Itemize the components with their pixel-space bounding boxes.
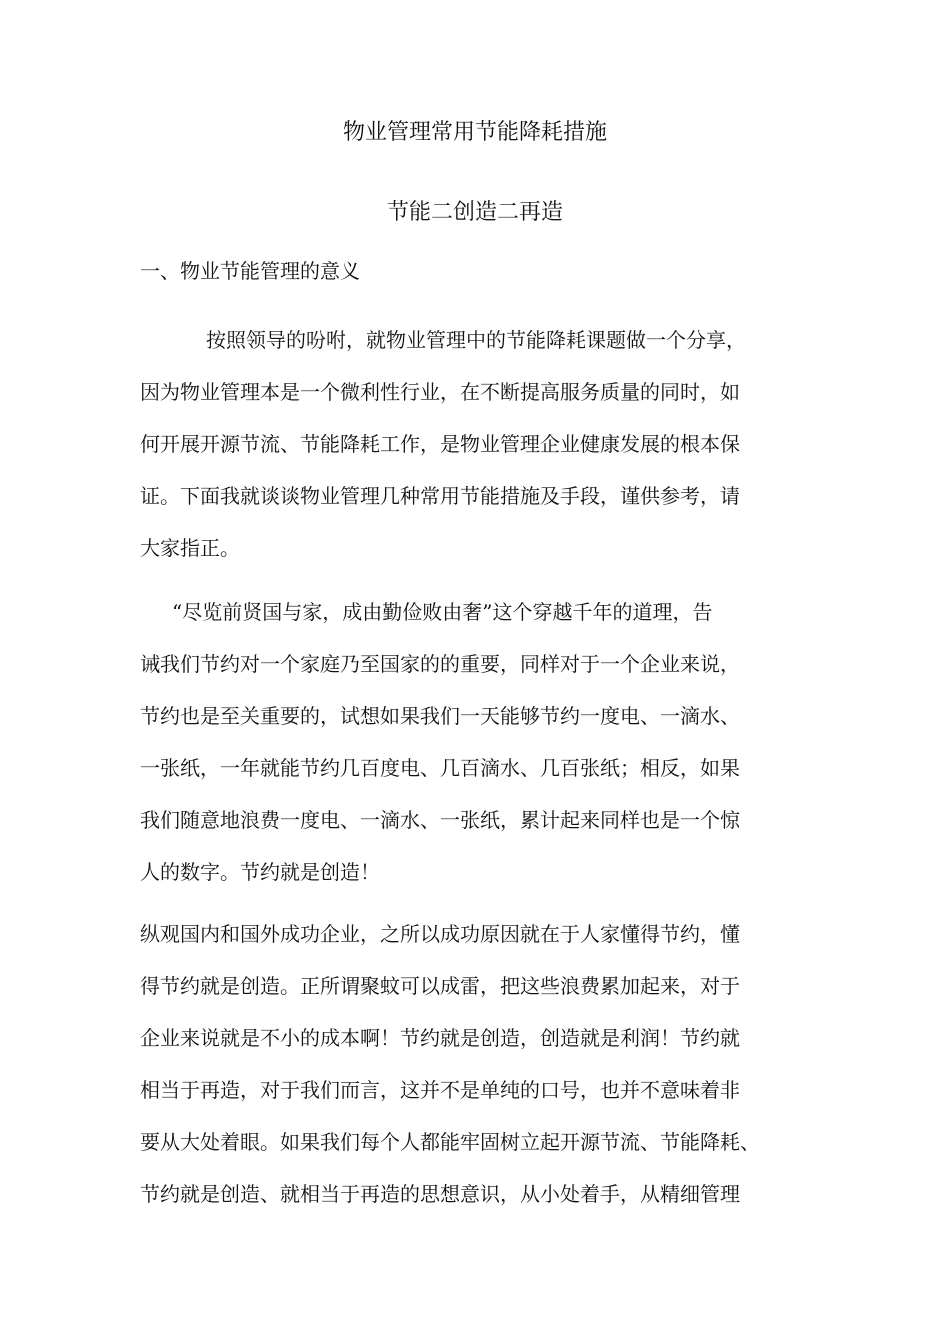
paragraph-1 (140, 314, 830, 574)
paragraph-line: 我们随意地浪费一度电、一滴水、一张纸，累计起来同样也是一个惊 (140, 808, 740, 832)
paragraph-line: 要从大处着眼。如果我们每个人都能牢固树立起开源节流、节能降耗、 (140, 1130, 760, 1154)
paragraph-line: 因为物业管理本是一个微利性行业，在不断提高服务质量的同时，如 (140, 380, 740, 404)
paragraph-2 (140, 586, 830, 898)
paragraph-line: 证。下面我就谈谈物业管理几种常用节能措施及手段，谨供参考，请 (140, 484, 740, 508)
document-title: 物业管理常用节能降耗措施 (342, 120, 607, 145)
paragraph-line: 人的数字。节约就是创造！ (140, 860, 380, 884)
section-heading: 一、物业节能管理的意义 (140, 259, 360, 283)
paragraph-line: 诫我们节约对一个家庭乃至国家的的重要，同样对于一个企业来说， (140, 652, 740, 676)
paragraph-line: 节约就是创造、就相当于再造的思想意识，从小处着手，从精细管理 (140, 1182, 740, 1206)
paragraph-line: 得节约就是创造。正所谓聚蚊可以成雷，把这些浪费累加起来，对于 (140, 974, 740, 998)
paragraph-line: 大家指正。 (140, 536, 240, 560)
paragraph-line: 按照领导的吩咐，就物业管理中的节能降耗课题做一个分享， (206, 328, 746, 352)
paragraph-line: 纵观国内和国外成功企业，之所以成功原因就在于人家懂得节约，懂 (140, 922, 740, 946)
paragraph-line: 一张纸，一年就能节约几百度电、几百滴水、几百张纸；相反，如果 (140, 756, 740, 780)
paragraph-line: “尽览前贤国与家，成由勤俭败由奢”这个穿越千年的道理，告 (172, 600, 713, 624)
paragraph-line: 企业来说就是不小的成本啊！节约就是创造，创造就是利润！节约就 (140, 1026, 740, 1050)
paragraph-line: 相当于再造，对于我们而言，这并不是单纯的口号，也并不意味着非 (140, 1078, 740, 1102)
paragraph-line: 节约也是至关重要的，试想如果我们一天能够节约一度电、一滴水、 (140, 704, 740, 728)
paragraph-3 (140, 908, 830, 1220)
document-subtitle: 节能二创造二再造 (386, 200, 563, 225)
paragraph-line: 何开展开源节流、节能降耗工作，是物业管理企业健康发展的根本保 (140, 432, 740, 456)
